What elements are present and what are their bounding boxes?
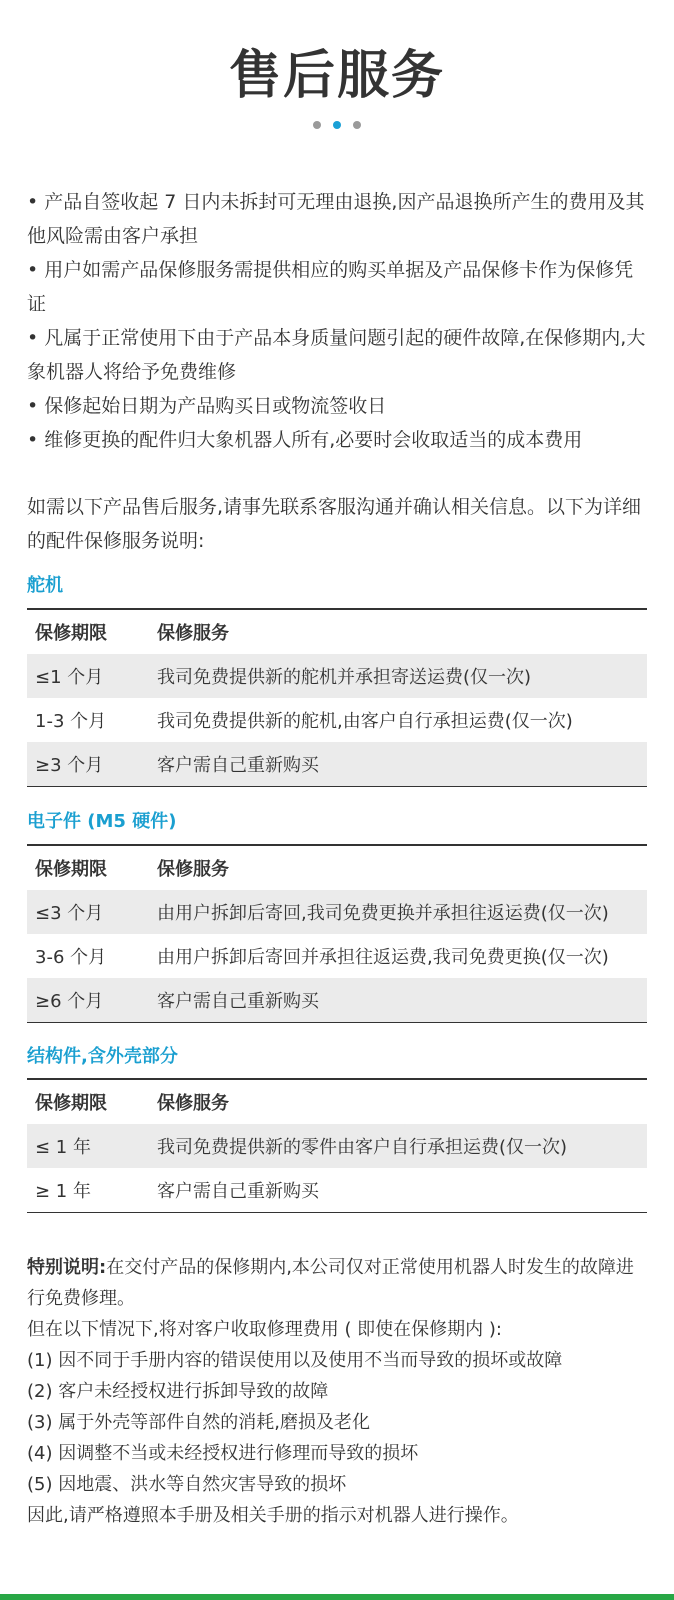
table-row: [27, 1168, 647, 1212]
notes-closing: 因此,请严格遵照本手册及相关手册的指示对机器人进行操作。: [27, 1505, 519, 1526]
cell-period: ≤3 个月: [35, 903, 104, 924]
cell-service: 由用户拆卸后寄回,我司免费更换并承担往返运费(仅一次): [157, 903, 609, 924]
cell-period: ≥3 个月: [35, 755, 104, 776]
warranty-table-electronics: [27, 844, 647, 1023]
cell-service: 客户需自己重新购买: [157, 1181, 319, 1202]
notes-item: (2) 客户未经授权进行拆卸导致的故障: [27, 1381, 329, 1402]
cell-service: 客户需自己重新购买: [157, 755, 319, 776]
section-title-electronics: 电子件 (M5 硬件): [27, 811, 177, 832]
special-notes: [27, 1252, 651, 1531]
cell-period: ≥ 1 年: [35, 1181, 91, 1202]
table-header-row: [27, 846, 647, 890]
policy-bullets: [27, 185, 651, 457]
page-title: 售后服务: [228, 46, 445, 106]
header-service: 保修服务: [157, 1093, 229, 1114]
section-title-structure: 结构件,含外壳部分: [27, 1046, 178, 1067]
cell-service: 由用户拆卸后寄回并承担往返运费,我司免费更换(仅一次): [157, 947, 609, 968]
notes-item: (1) 因不同于手册内容的错误使用以及使用不当而导致的损坏或故障: [27, 1350, 563, 1371]
table-row: [27, 698, 647, 742]
table-row: [27, 978, 647, 1022]
table-header-row: [27, 1080, 647, 1124]
cell-service: 客户需自己重新购买: [157, 991, 319, 1012]
policy-bullet: • 用户如需产品保修服务需提供相应的购买单据及产品保修卡作为保修凭证: [27, 259, 634, 315]
cell-period: ≥6 个月: [35, 991, 104, 1012]
notes-lead-paragraph: [27, 1252, 651, 1314]
table-row: [27, 890, 647, 934]
table-row: [27, 1124, 647, 1168]
table-row: [27, 654, 647, 698]
notes-item: (4) 因调整不当或未经授权进行修理而导致的损坏: [27, 1443, 419, 1464]
bottom-accent-bar: [0, 1594, 674, 1600]
warranty-table-servo: [27, 608, 647, 787]
notes-condition: 但在以下情况下,将对客户收取修理费用 ( 即使在保修期内 ):: [27, 1319, 502, 1340]
header-period: 保修期限: [35, 859, 107, 880]
header-service: 保修服务: [157, 859, 229, 880]
header-period: 保修期限: [35, 623, 107, 644]
carousel-dot[interactable]: [313, 121, 321, 129]
intro-text: 如需以下产品售后服务,请事先联系客服沟通并确认相关信息。以下为详细的配件保修服务说明:: [27, 496, 642, 552]
cell-period: 1-3 个月: [35, 711, 107, 732]
cell-period: ≤1 个月: [35, 667, 104, 688]
cell-period: ≤ 1 年: [35, 1137, 91, 1158]
header-service: 保修服务: [157, 623, 229, 644]
notes-item: (3) 属于外壳等部件自然的消耗,磨损及老化: [27, 1412, 370, 1433]
notes-lead: 在交付产品的保修期内,本公司仅对正常使用机器人时发生的故障进行免费修理。: [27, 1257, 634, 1309]
carousel-dots: [0, 121, 674, 129]
carousel-dot[interactable]: [353, 121, 361, 129]
cell-service: 我司免费提供新的零件由客户自行承担运费(仅一次): [157, 1137, 568, 1158]
table-row: [27, 742, 647, 786]
cell-service: 我司免费提供新的舵机并承担寄送运费(仅一次): [157, 667, 532, 688]
notes-item: (5) 因地震、洪水等自然灾害导致的损坏: [27, 1474, 347, 1495]
policy-bullet: • 保修起始日期为产品购买日或物流签收日: [27, 395, 387, 417]
cell-period: 3-6 个月: [35, 947, 107, 968]
warranty-table-structure: [27, 1078, 647, 1213]
policy-bullet: • 维修更换的配件归大象机器人所有,必要时会收取适当的成本费用: [27, 429, 583, 451]
policy-bullet: • 产品自签收起 7 日内未拆封可无理由退换,因产品退换所产生的费用及其他风险需由客户承担: [27, 191, 645, 247]
carousel-dot-active[interactable]: [333, 121, 341, 129]
header-period: 保修期限: [35, 1093, 107, 1114]
notes-label: 特别说明:: [27, 1257, 107, 1278]
cell-service: 我司免费提供新的舵机,由客户自行承担运费(仅一次): [157, 711, 573, 732]
table-row: [27, 934, 647, 978]
table-header-row: [27, 610, 647, 654]
policy-bullet: • 凡属于正常使用下由于产品本身质量问题引起的硬件故障,在保修期内,大象机器人将给予免费维修: [27, 327, 646, 383]
section-title-servo: 舵机: [27, 575, 63, 596]
